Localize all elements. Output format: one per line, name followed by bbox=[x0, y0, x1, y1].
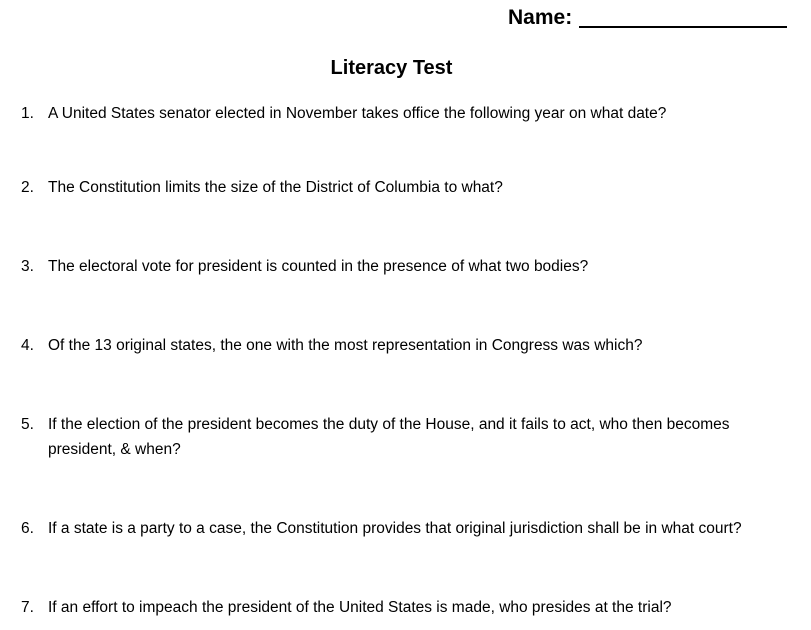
question-text: Of the 13 original states, the one with the most representation in Congress was which? bbox=[48, 337, 643, 354]
question-number: 5. bbox=[21, 416, 34, 433]
name-field[interactable] bbox=[508, 6, 787, 30]
question-5 bbox=[21, 412, 791, 462]
question-text: A United States senator elected in November takes office the following year on what date? bbox=[48, 105, 667, 122]
question-7 bbox=[21, 595, 791, 620]
question-number: 2. bbox=[21, 179, 34, 196]
page-title: Literacy Test bbox=[330, 57, 453, 79]
question-text: If a state is a party to a case, the Constitution provides that original jurisdiction shall be in what court? bbox=[48, 520, 742, 537]
question-3 bbox=[21, 254, 791, 279]
question-text: The electoral vote for president is counted in the presence of what two bodies? bbox=[48, 258, 589, 275]
name-blank-line[interactable] bbox=[579, 25, 787, 28]
question-text: If an effort to impeach the president of the United States is made, who presides at the trial? bbox=[48, 599, 672, 616]
question-number: 6. bbox=[21, 520, 34, 537]
name-label: Name: bbox=[508, 6, 573, 29]
question-number: 3. bbox=[21, 258, 34, 275]
question-1 bbox=[21, 101, 791, 126]
question-text: If the election of the president becomes the duty of the House, and it fails to act, who then becomes president, & when? bbox=[48, 416, 730, 458]
question-6 bbox=[21, 516, 791, 541]
question-text: The Constitution limits the size of the District of Columbia to what? bbox=[48, 179, 503, 196]
question-number: 7. bbox=[21, 599, 34, 616]
question-number: 1. bbox=[21, 105, 34, 122]
question-4 bbox=[21, 333, 791, 358]
question-2 bbox=[21, 175, 791, 200]
question-number: 4. bbox=[21, 337, 34, 354]
